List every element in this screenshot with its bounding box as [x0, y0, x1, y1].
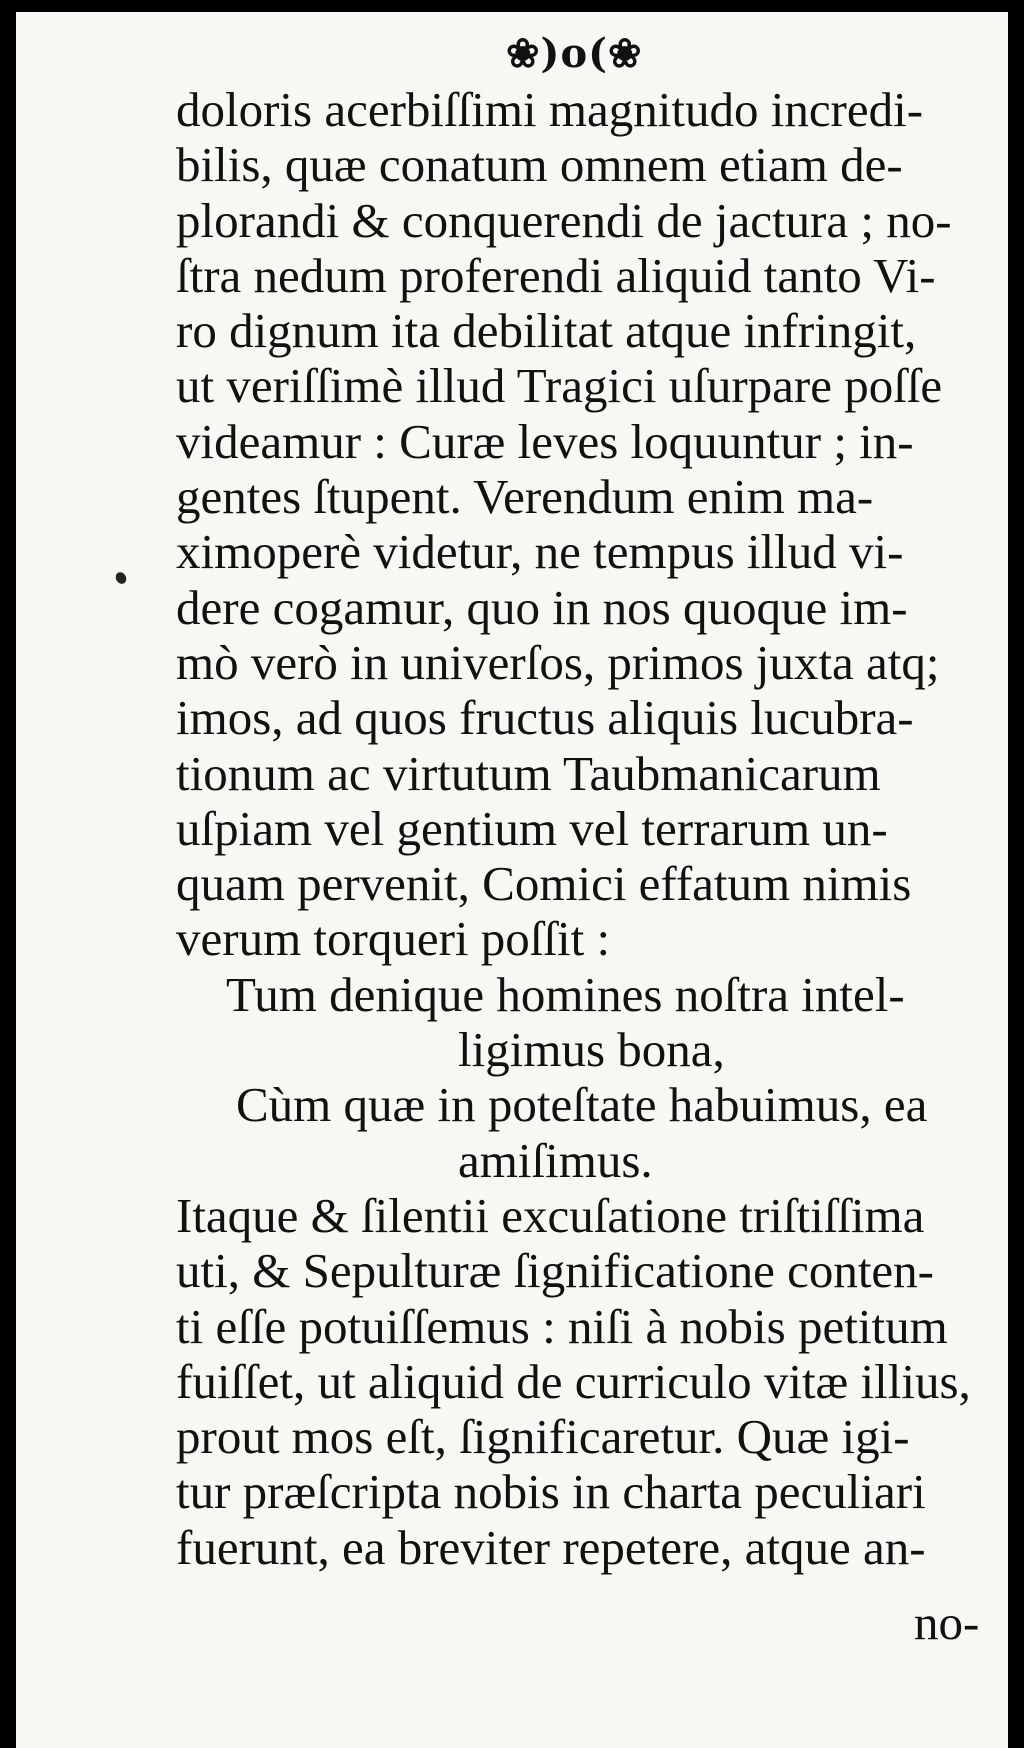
- text-line: fuerunt, ea breviter repetere, atque an-: [176, 1519, 926, 1575]
- text-line: quam pervenit, Comici effatum nimis: [176, 856, 912, 912]
- text-line: verum torqueri poſſit :: [176, 911, 611, 967]
- text-line: prout mos eſt, ſignificaretur. Quæ igi-: [176, 1409, 910, 1465]
- text-line: uſpiam vel gentium vel terrarum un-: [176, 800, 888, 856]
- text-line: plorandi & conquerendi de jactura ; no-: [176, 192, 952, 248]
- text-line: doloris acerbiſſimi magnitudo incredi-: [176, 82, 924, 137]
- text-line: ſtra nedum proferendi aliquid tanto Vi-: [176, 247, 936, 303]
- text-line: imos, ad quos fructus aliquis lucubra-: [176, 690, 914, 746]
- text-line: tur præſcripta nobis in charta peculiari: [176, 1464, 926, 1520]
- verse-line: Cùm quæ in poteſtate habuimus, ea: [236, 1077, 928, 1133]
- text-line: Itaque & ſilentii excuſatione triſtiſſima: [176, 1187, 925, 1243]
- text-line: ximoperè videtur, ne tempus illud vi-: [176, 524, 904, 580]
- header-ornament: ❀)o(❀: [506, 30, 643, 77]
- text-line: ro dignum ita debilitat atque infringit,: [176, 303, 917, 359]
- text-line: dere cogamur, quo in nos quoque im-: [176, 579, 908, 635]
- body-text: [176, 82, 996, 1575]
- text-line: videamur : Curæ leves loquuntur ; in-: [176, 413, 914, 469]
- scan-border-right: [1008, 0, 1024, 1748]
- text-line: ut veriſſimè illud Tragici uſurpare poſſe: [176, 358, 943, 414]
- text-line: mò verò in univerſos, primos juxta atq;: [176, 634, 940, 690]
- catchword: no-: [914, 1595, 980, 1650]
- text-line: gentes ſtupent. Verendum enim ma-: [176, 469, 874, 525]
- text-line: fuiſſet, ut aliquid de curriculo vitæ illius,: [176, 1353, 971, 1409]
- verse-line: amiſimus.: [458, 1132, 653, 1188]
- text-line: uti, & Sepulturæ ſignificatione conten-: [176, 1243, 934, 1299]
- text-line: ti eſſe potuiſſemus : niſi à nobis petitum: [176, 1298, 948, 1354]
- scan-border-top: [0, 0, 1024, 12]
- book-page: [16, 12, 1008, 1748]
- verse-line: Tum denique homines noſtra intel-: [226, 966, 905, 1022]
- text-line: bilis, quæ conatum omnem etiam de-: [176, 137, 903, 193]
- scan-border-left: [0, 0, 16, 1748]
- verse-line: ligimus bona,: [458, 1022, 725, 1078]
- margin-ink-mark: [114, 570, 129, 585]
- text-line: tionum ac virtutum Taubmanicarum: [176, 745, 881, 801]
